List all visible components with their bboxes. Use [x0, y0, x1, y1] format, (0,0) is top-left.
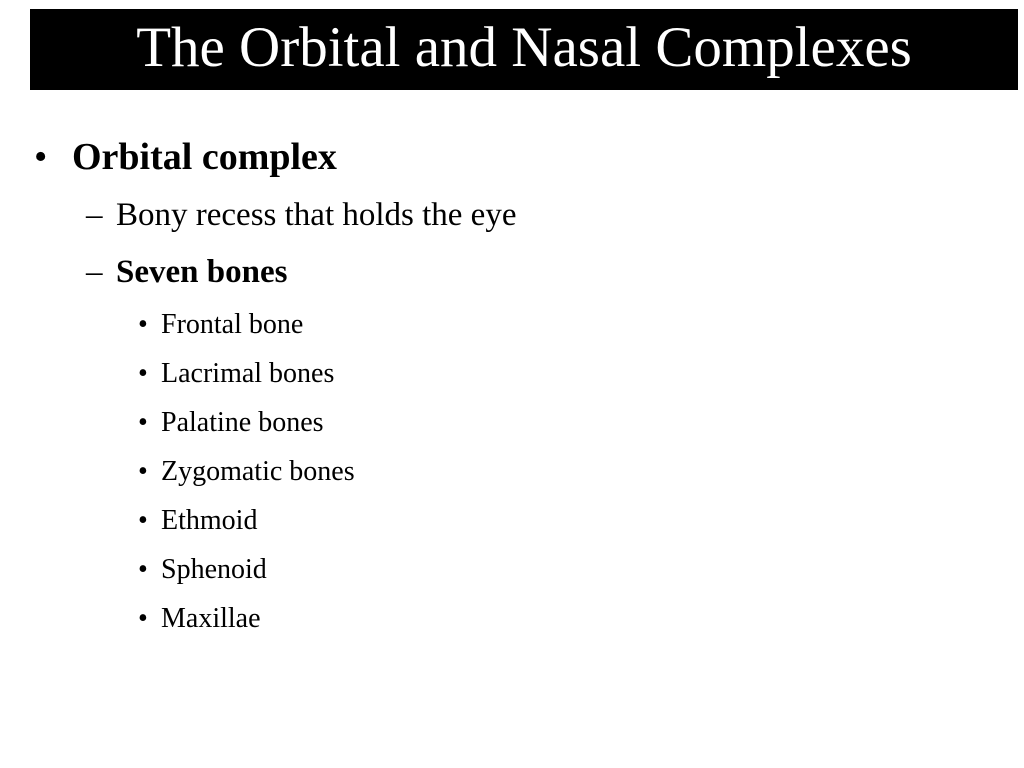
bone-item-zygomatic: [138, 458, 355, 486]
bullet-text: Orbital complex: [72, 136, 337, 178]
dash-marker: –: [86, 197, 103, 233]
bone-item-palatine: [138, 409, 324, 437]
bone-text: Palatine bones: [161, 407, 324, 438]
bullet-marker: •: [138, 456, 148, 487]
bone-text: Lacrimal bones: [161, 358, 335, 389]
dash-marker: –: [86, 254, 103, 290]
bone-text: Zygomatic bones: [161, 456, 355, 487]
sub-bullet-bony-recess: [86, 199, 516, 232]
bone-item-lacrimal: [138, 360, 334, 388]
bone-item-frontal: [138, 311, 303, 339]
bullet-marker: •: [138, 603, 148, 634]
bone-text: Ethmoid: [161, 505, 258, 536]
bone-text: Sphenoid: [161, 554, 267, 585]
bullet-marker: •: [138, 407, 148, 438]
bullet-marker: •: [138, 554, 148, 585]
bullet-marker: •: [138, 358, 148, 389]
bone-item-maxillae: [138, 605, 261, 633]
slide-title: The Orbital and Nasal Complexes: [136, 16, 912, 79]
sub-bullet-text: Seven bones: [116, 254, 288, 290]
sub-bullet-text: Bony recess that holds the eye: [116, 197, 517, 233]
bullet-marker: •: [34, 136, 48, 178]
bone-item-ethmoid: [138, 507, 257, 535]
bone-item-sphenoid: [138, 556, 267, 584]
bullet-orbital-complex: [34, 138, 337, 176]
bone-text: Frontal bone: [161, 309, 304, 340]
sub-bullet-seven-bones: [86, 256, 287, 289]
bullet-marker: •: [138, 505, 148, 536]
bone-text: Maxillae: [161, 603, 261, 634]
bullet-marker: •: [138, 309, 148, 340]
